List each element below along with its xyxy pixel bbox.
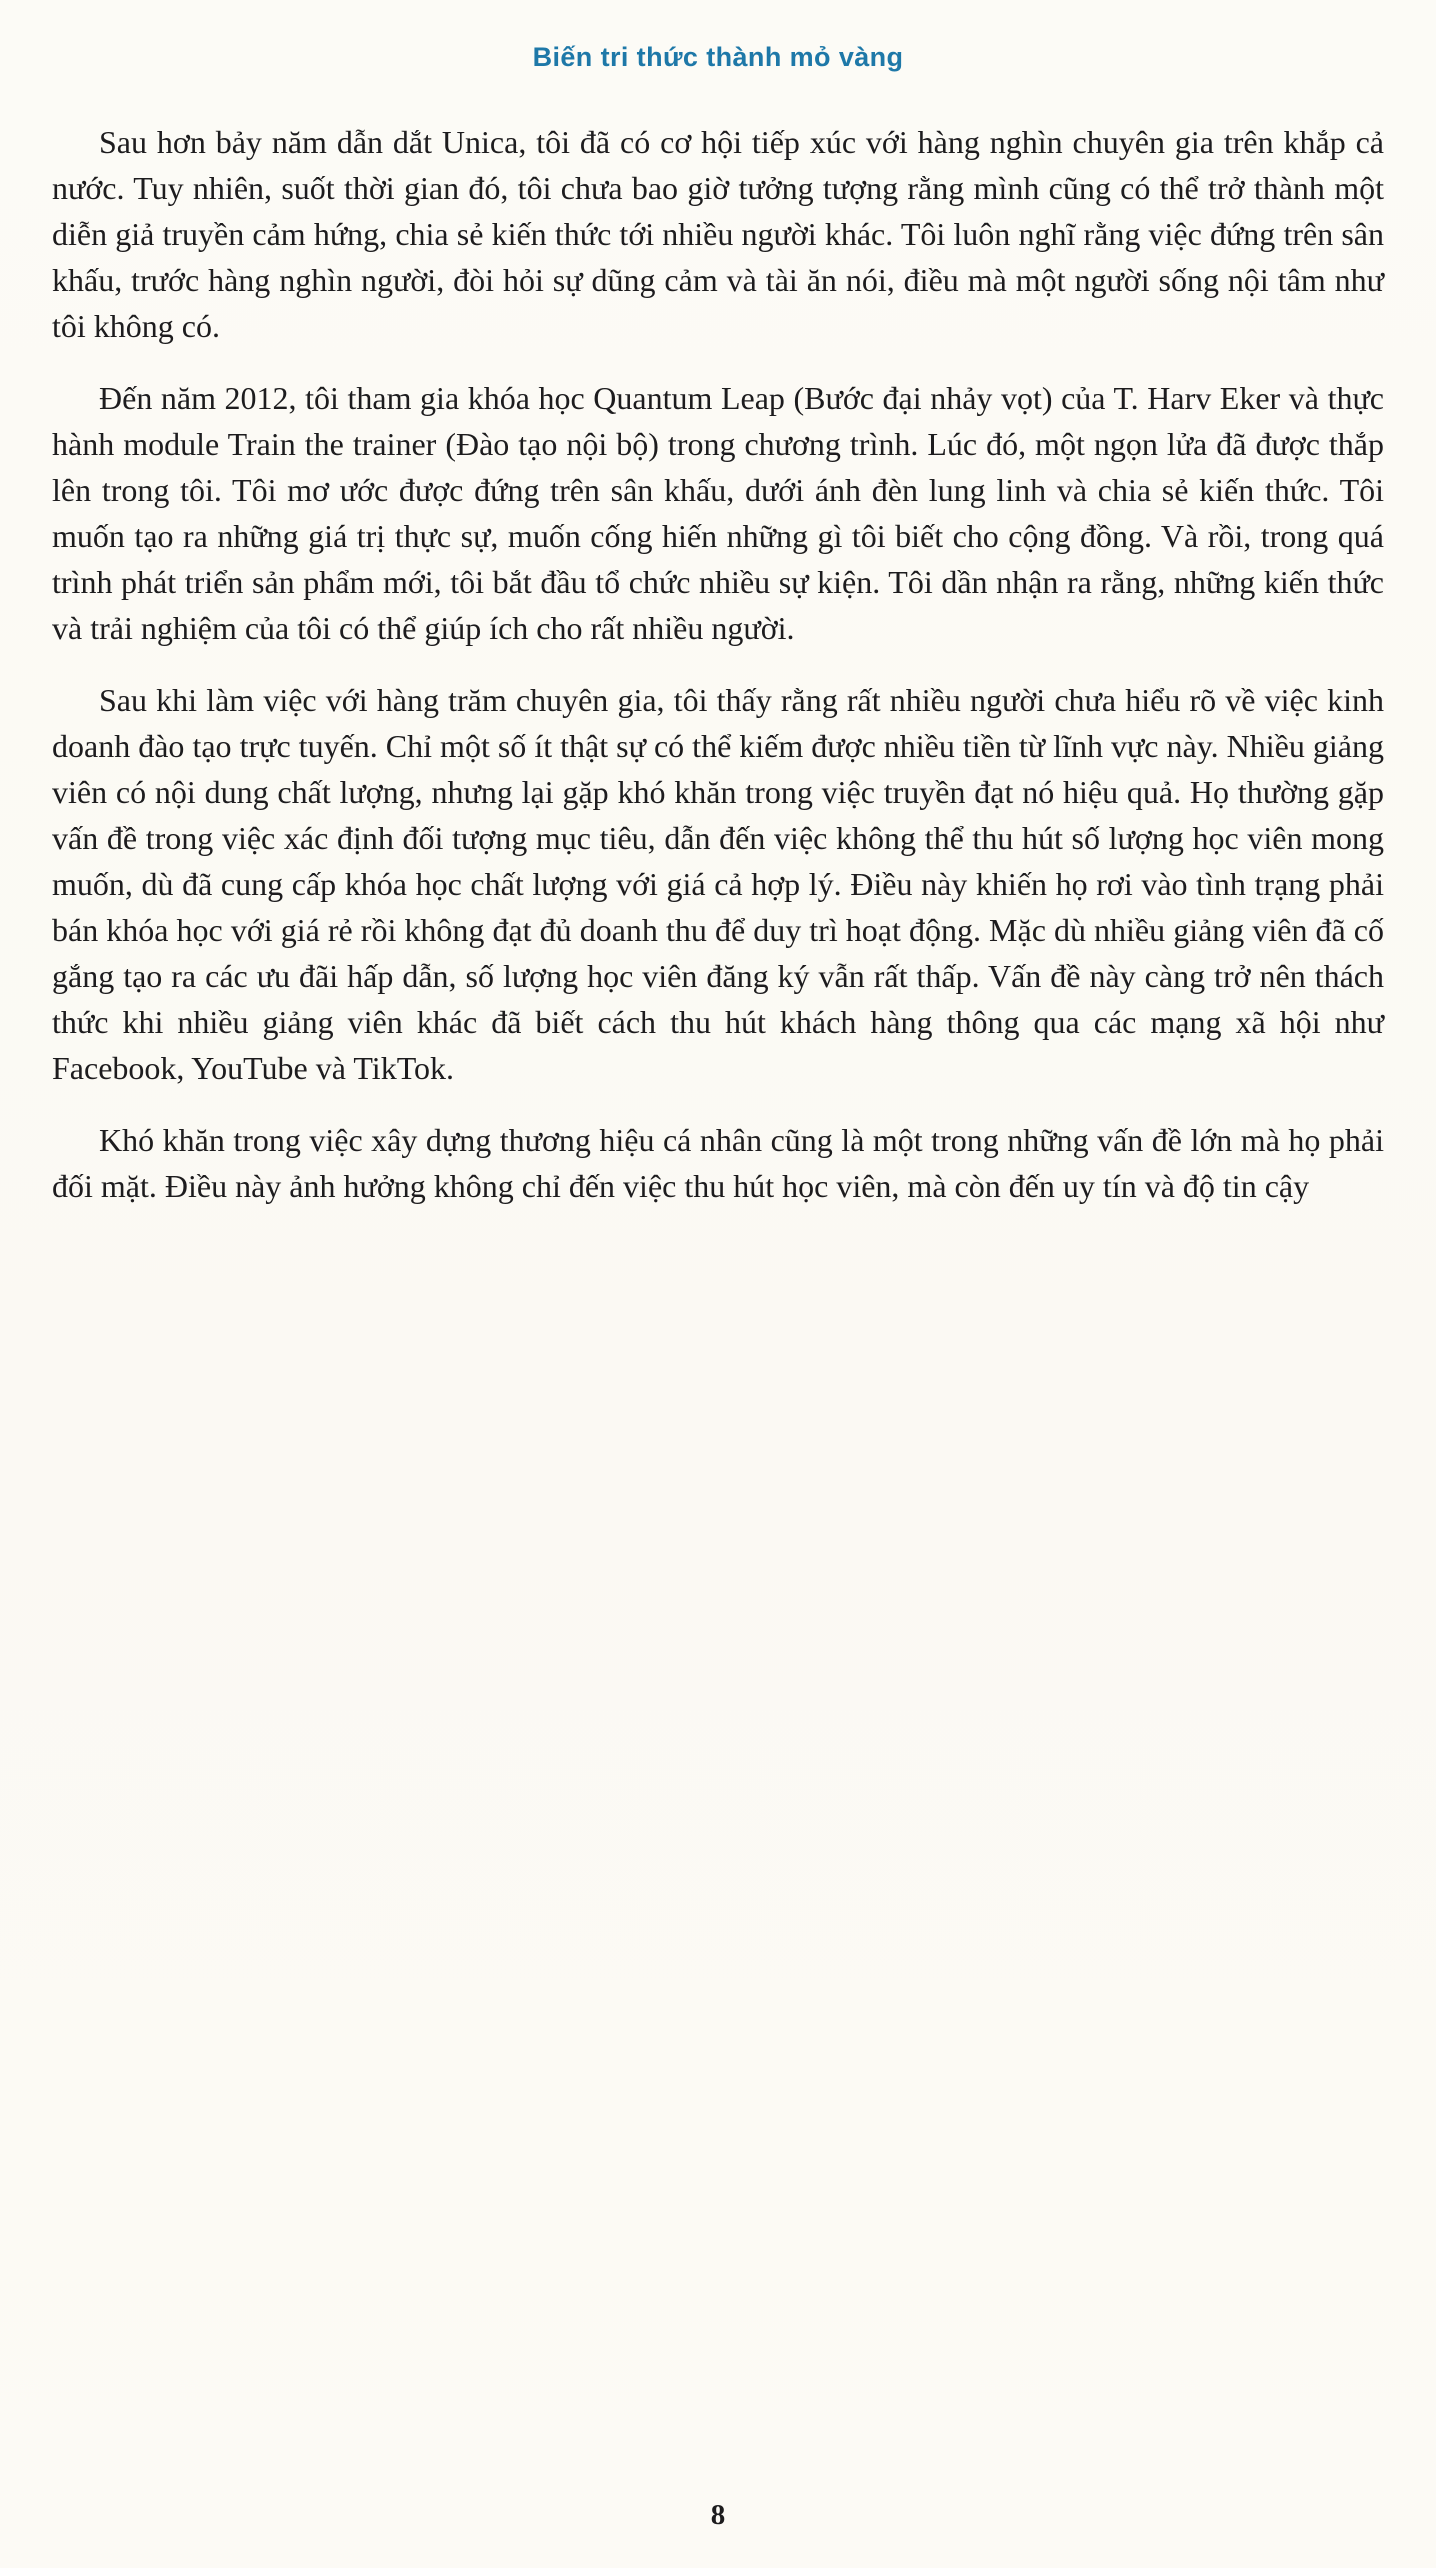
paragraph: Sau khi làm việc với hàng trăm chuyên gia, tôi thấy rằng rất nhiều người chưa hiểu rõ về việc kinh doanh đào tạo trực tuyến. Chỉ một số ít thật sự có thể kiếm được nhiều tiền từ lĩnh vực này. Nhiều giảng viên có nội dung chất lượng, nhưng lại gặp khó khăn trong việc truyền đạt nó hiệu quả. Họ thường gặp vấn đề trong việc xác định đối tượng mục tiêu, dẫn đến việc không thể thu hút số lượng học viên mong muốn, dù đã cung cấp khóa học chất lượng với giá cả hợp lý. Điều này khiến họ rơi vào tình trạng phải bán khóa học với giá rẻ rồi không đạt đủ doanh thu để duy trì hoạt động. Mặc dù nhiều giảng viên đã cố gắng tạo ra các ưu đãi hấp dẫn, số lượng học viên đăng ký vẫn rất thấp. Vấn đề này càng trở nên thách thức khi nhiều giảng viên khác đã biết cách thu hút khách hàng thông qua các mạng xã hội như Facebook, YouTube và TikTok. (52, 682, 1384, 1086)
paragraph: Sau hơn bảy năm dẫn dắt Unica, tôi đã có cơ hội tiếp xúc với hàng nghìn chuyên gia trên khắp cả nước. Tuy nhiên, suốt thời gian đó, tôi chưa bao giờ tưởng tượng rằng mình cũng có thể trở thành một diễn giả truyền cảm hứng, chia sẻ kiến thức tới nhiều người khác. Tôi luôn nghĩ rằng việc đứng trên sân khấu, trước hàng nghìn người, đòi hỏi sự dũng cảm và tài ăn nói, điều mà một người sống nội tâm như tôi không có. (52, 124, 1384, 344)
paragraph: Khó khăn trong việc xây dựng thương hiệu cá nhân cũng là một trong những vấn đề lớn mà họ phải đối mặt. Điều này ảnh hưởng không chỉ đến việc thu hút học viên, mà còn đến uy tín và độ tin cậy (52, 1122, 1384, 1204)
paragraph: Đến năm 2012, tôi tham gia khóa học Quantum Leap (Bước đại nhảy vọt) của T. Harv Eker và thực hành module Train the trainer (Đào tạo nội bộ) trong chương trình. Lúc đó, một ngọn lửa đã được thắp lên trong tôi. Tôi mơ ước được đứng trên sân khấu, dưới ánh đèn lung linh và chia sẻ kiến thức. Tôi muốn tạo ra những giá trị thực sự, muốn cống hiến những gì tôi biết cho cộng đồng. Và rồi, trong quá trình phát triển sản phẩm mới, tôi bắt đầu tổ chức nhiều sự kiện. Tôi dần nhận ra rằng, những kiến thức và trải nghiệm của tôi có thể giúp ích cho rất nhiều người. (52, 380, 1384, 646)
book-title-header: Biến tri thức thành mỏ vàng (532, 42, 904, 72)
page-number: 8 (710, 2499, 726, 2531)
page-content (52, 119, 1384, 1209)
